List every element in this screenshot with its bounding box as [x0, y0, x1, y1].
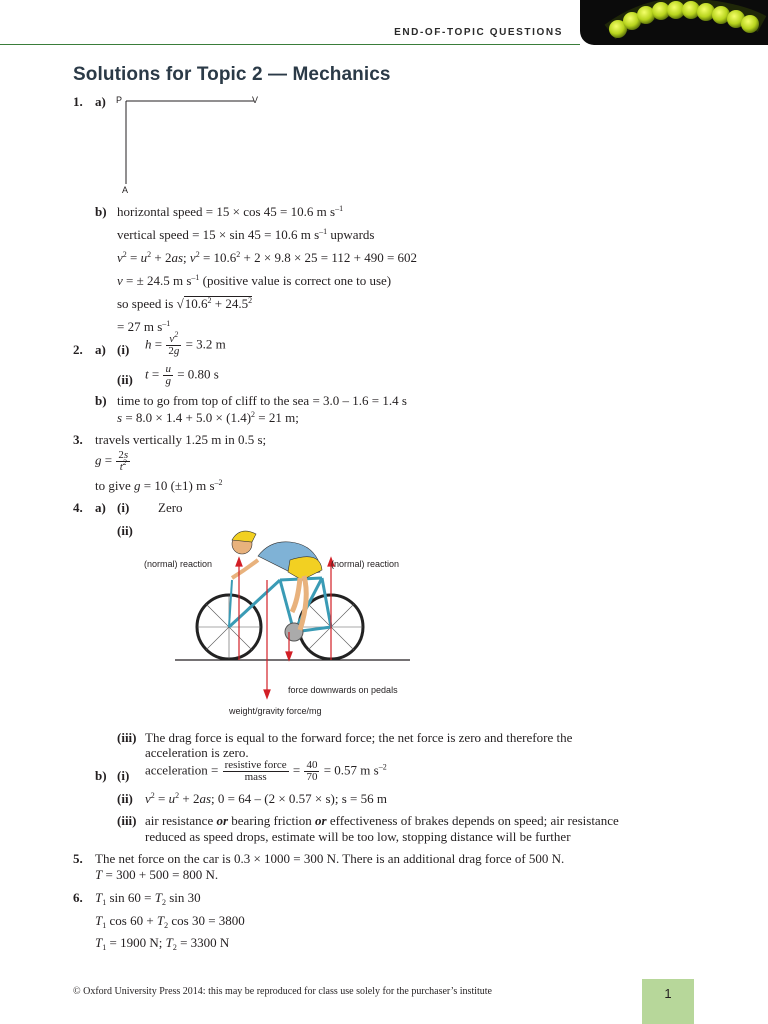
q1b-text-6: = 27 m s: [117, 319, 163, 334]
q1b-text-4: (positive value is correct one to use): [202, 273, 392, 288]
q4aii-label: (ii): [117, 523, 133, 538]
q4ai-answer: Zero: [158, 500, 183, 515]
q4-number: 4.: [73, 500, 83, 515]
q1b-text-5b: 10.6: [184, 296, 208, 311]
q4aiii-label: (iii): [117, 730, 137, 745]
q6-text-3a: = 1900 N;: [109, 935, 163, 950]
q1b-label: b): [95, 204, 107, 219]
q2b-text-2b: = 21 m;: [258, 410, 299, 425]
page-title: Solutions for Topic 2 — Mechanics: [73, 64, 391, 85]
q4biii-label: (iii): [117, 813, 137, 828]
q2-number: 2.: [73, 342, 83, 357]
q4bi-result: = 0.57 m s: [323, 762, 379, 778]
label-reaction-right: (normal) reaction: [331, 559, 400, 569]
q2b-label: b): [95, 393, 107, 408]
label-pedals: force downwards on pedals: [288, 685, 398, 695]
q1b-line-2: vertical speed = 15 × sin 45 = 10.6 m $s^{-1}$ upwards: [117, 227, 375, 242]
label-weight: weight/gravity force/mg: [229, 706, 322, 716]
q1a-label: a): [95, 94, 106, 109]
q3-line-3: to give g = 10 (±1) m $s^{-2}$: [95, 478, 223, 493]
q3-text-3: to give: [95, 478, 131, 493]
label-v: V: [252, 95, 259, 105]
q2ai-equation: h = $\frac{v^2}{2g}$ = 3.2 m: [145, 330, 226, 357]
q6-line-1: $T_1$ $\sin 60 = T_2$ sin 30: [95, 890, 201, 907]
q4bii-text: 0 = 64 – (2 × 0.57 × s); s = 56 m: [217, 791, 387, 806]
q4bi-denominator-2: 70: [306, 771, 318, 783]
q4aiii-line-2: acceleration is zero.: [145, 745, 249, 760]
q4biii-line-2: reduced as speed drops, estimate will be too low, stopping distance will be further: [145, 829, 571, 844]
q1b-text-1: horizontal speed = 15 × cos 45 = 10.6 m s: [117, 204, 336, 219]
q4a-label: a): [95, 500, 106, 515]
q5-text-2: = 300 + 500 = 800 N.: [105, 867, 219, 882]
q3-line-2: g = $\frac{2s}{t^2}$: [95, 449, 129, 473]
page-number-box: [642, 979, 694, 1024]
header-rule: [0, 44, 580, 45]
q6-text-3b: = 3300 N: [180, 935, 230, 950]
q2ai-label: (i): [117, 342, 130, 357]
q6-text-1a: sin 60 =: [109, 890, 152, 905]
q4biii-text-b: bearing friction: [231, 813, 312, 828]
q1b-line-6: = 27 m $s^{-1}$: [117, 319, 171, 334]
q3-text-3b: = 10 (±1) m s: [143, 478, 215, 493]
q4bii-line: $v^2 = u^2 + 2as$; 0 = 64 – (2 × 0.57 × s); s = 56 m: [145, 791, 387, 806]
q1-vector-diagram: [112, 92, 272, 202]
q1-number: 1.: [73, 94, 83, 109]
q1b-line-3: $v^2 = u^2 + 2as$; $v^2 = 10.6^2 + 2 \times 9.8 \times 25 = 112 + 490 = 602$: [117, 250, 418, 265]
q4biii-text-a: air resistance: [145, 813, 214, 828]
q4biii-line-1: [145, 813, 619, 829]
q4bi-label: (i): [117, 768, 130, 783]
q4bi-numerator-2: 40: [306, 759, 318, 771]
header-photo: [580, 0, 768, 45]
q4biii-or-2: or: [315, 813, 327, 828]
label-a: A: [122, 185, 129, 195]
q4bi-numerator: resistive force: [224, 759, 287, 771]
q1b-text-5c: + 24.5: [214, 296, 249, 311]
label-p: P: [116, 95, 123, 105]
q5-line-2: T = 300 + 500 = 800 N.: [95, 867, 219, 882]
q2aii-result: = 0.80 s: [177, 366, 219, 382]
q6-line-3: $T_1 = 1900$ N; $T_2 = 3300$ N: [95, 935, 230, 952]
q4bi-denominator: mass: [244, 771, 267, 783]
q2a-label: a): [95, 342, 106, 357]
q6-text-2a: cos 60 +: [109, 913, 154, 928]
q2b-text-2: = 8.0 × 1.4 + 5.0 × (1.4): [125, 410, 252, 425]
q4bi-equation: acceleration = $\frac{\text{resistive force}}{\text{mass}}$ = $\frac{40}{70}$ = 0.57 m $s^{-2}$: [145, 759, 387, 783]
q4b-label: b): [95, 768, 107, 783]
q4aiii-line-1: The drag force is equal to the forward force; the net force is zero and therefore the: [145, 730, 573, 745]
q4biii-text-c: effectiveness of brakes depends on speed; air resistance: [329, 813, 619, 828]
q6-text-2b: cos 30 = 3800: [171, 913, 245, 928]
q2aii-label: (ii): [117, 372, 133, 387]
q1b-line-1: horizontal speed = 15 × cos 45 = 10.6 m $s^{-1}$: [117, 204, 344, 219]
q2ai-result: = 3.2 m: [185, 336, 226, 352]
q4ai-label: (i): [117, 500, 130, 515]
q6-line-2: $T_1$ $\cos 60 + T_2$ cos 30 = 3800: [95, 913, 245, 930]
q1b-text-5: so speed is: [117, 296, 174, 311]
q2b-line-2: $s = 8.0 \times 1.4 + 5.0 \times (1.4)^2 = 21$ m;: [117, 410, 299, 425]
label-reaction-left: (normal) reaction: [144, 559, 213, 569]
q1b-line-4: v = ± 24.5 m $s^{-1}$ (positive value is correct one to use): [117, 273, 392, 288]
q3-line-1: travels vertically 1.25 m in 0.5 s;: [95, 432, 267, 447]
q4biii-or-1: or: [216, 813, 229, 828]
q1b-line-5: so speed is $√10.6^2 + 24.5^2$: [117, 296, 253, 311]
q3-number: 3.: [73, 432, 83, 447]
q4bii-label: (ii): [117, 791, 133, 806]
footer-copyright: © Oxford University Press 2014: this may be reproduced for class use solely for the purchaser’s institute: [73, 986, 492, 997]
header-label: END-OF-TOPIC QUESTIONS: [394, 27, 563, 38]
q2b-line-1: time to go from top of cliff to the sea = 3.0 – 1.6 = 1.4 s: [117, 393, 407, 408]
q1b-text-2: vertical speed = 15 × sin 45 = 10.6 m s: [117, 227, 320, 242]
q4bi-text: acceleration =: [145, 762, 219, 778]
q5-number: 5.: [73, 851, 83, 866]
tennis-balls-photo: [580, 0, 768, 45]
q2aii-equation: t = $\frac{u}{g}$ = 0.80 s: [145, 363, 219, 387]
page-number: 1: [664, 986, 672, 1001]
q6-number: 6.: [73, 890, 83, 905]
q6-text-1b: sin 30: [169, 890, 201, 905]
q1b-text-2b: upwards: [330, 227, 375, 242]
q5-line-1: The net force on the car is 0.3 × 1000 = 300 N. There is an additional drag force of 500 N.: [95, 851, 565, 866]
